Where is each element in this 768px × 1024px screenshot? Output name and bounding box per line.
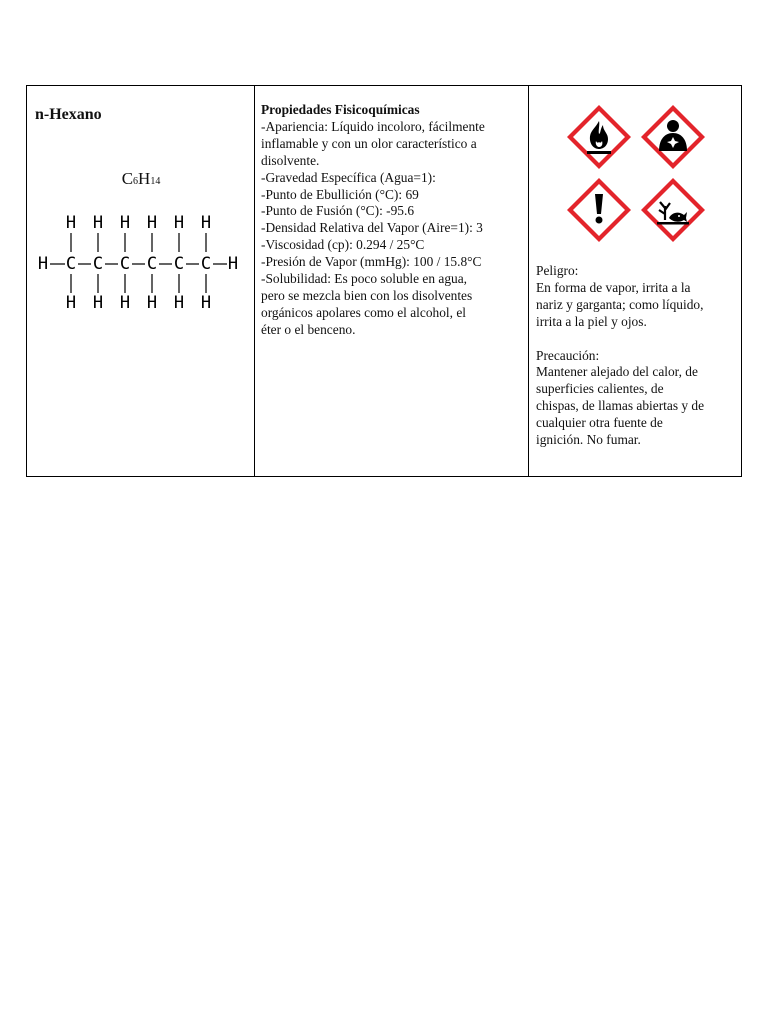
properties-text	[261, 102, 527, 339]
chemical-data-table	[26, 85, 742, 477]
hydrogen-atom: H	[173, 293, 185, 312]
properties-cell	[255, 86, 529, 476]
caution-line: chispas, de llamas abiertas y de	[536, 398, 705, 414]
hydrogen-atom: H	[37, 254, 49, 274]
property-line: -Viscosidad (cp): 0.294 / 25°C	[261, 237, 425, 253]
formula-c: C	[121, 169, 134, 188]
property-line: -Gravedad Específica (Agua=1):	[261, 169, 436, 185]
hydrogen-atom: H	[146, 213, 158, 233]
hydrogen-atom: H	[119, 293, 131, 312]
hydrogen-atom: H	[227, 254, 239, 274]
caution-line: ignición. No fumar.	[536, 432, 641, 448]
formula-sub-c: 6	[133, 176, 139, 187]
property-line: -Solubilidad: Es poco soluble en agua,	[261, 271, 468, 287]
compound-name: n-Hexano	[35, 106, 102, 123]
carbon-atom: C	[65, 254, 77, 274]
hydrogen-atom: H	[146, 293, 158, 312]
property-line: éter o el benceno.	[261, 321, 356, 337]
property-line: orgánicos apolares como el alcohol, el	[261, 304, 467, 320]
compound-cell	[27, 86, 255, 476]
property-line: pero se mezcla bien con los disolventes	[261, 287, 473, 303]
properties-title: Propiedades Fisicoquímicas	[261, 102, 420, 117]
health-hazard-icon	[639, 103, 707, 171]
hexane-structural-formula	[35, 208, 247, 312]
hazard-text	[536, 263, 742, 449]
danger-line: irrita a la piel y ojos.	[536, 313, 647, 329]
hydrogen-atom: H	[200, 213, 212, 233]
hydrogen-atom: H	[65, 293, 77, 312]
property-line: -Punto de Ebullición (°C): 69	[261, 186, 419, 202]
danger-title: Peligro:	[536, 263, 579, 278]
carbon-atom: C	[92, 254, 104, 274]
caution-title: Precaución:	[536, 347, 600, 363]
property-line: -Presión de Vapor (mmHg): 100 / 15.8°C	[261, 254, 482, 270]
flammable-icon	[565, 103, 633, 171]
hydrogen-atom: H	[200, 293, 212, 312]
property-line: inflamable y con un olor característico a	[261, 135, 477, 151]
hydrogen-atom: H	[92, 293, 104, 312]
danger-line: En forma de vapor, irrita a la	[536, 279, 691, 295]
formula-sub-h: 14	[150, 176, 161, 187]
hydrogen-atom: H	[92, 213, 104, 233]
molecular-formula	[27, 169, 255, 189]
hydrogen-atom: H	[119, 213, 131, 233]
safety-cell	[529, 86, 741, 476]
carbon-atom: C	[173, 254, 185, 274]
hydrogen-atom: H	[173, 213, 185, 233]
exclamation-icon	[565, 176, 633, 244]
caution-line: Mantener alejado del calor, de	[536, 364, 698, 380]
carbon-atom: C	[146, 254, 158, 274]
hydrogen-atom: H	[65, 213, 77, 233]
danger-line: nariz y garganta; como líquido,	[536, 296, 704, 312]
property-line: disolvente.	[261, 152, 320, 168]
caution-line: cualquier otra fuente de	[536, 415, 663, 431]
property-line: -Densidad Relativa del Vapor (Aire=1): 3	[261, 220, 483, 236]
property-line: -Apariencia: Líquido incoloro, fácilmente	[261, 118, 485, 134]
caution-line: superficies calientes, de	[536, 381, 664, 397]
carbon-atom: C	[200, 254, 212, 274]
formula-h: H	[138, 169, 151, 188]
environment-icon	[639, 176, 707, 244]
carbon-atom: C	[119, 254, 131, 274]
property-line: -Punto de Fusión (°C): -95.6	[261, 203, 415, 219]
spacer	[536, 331, 742, 348]
